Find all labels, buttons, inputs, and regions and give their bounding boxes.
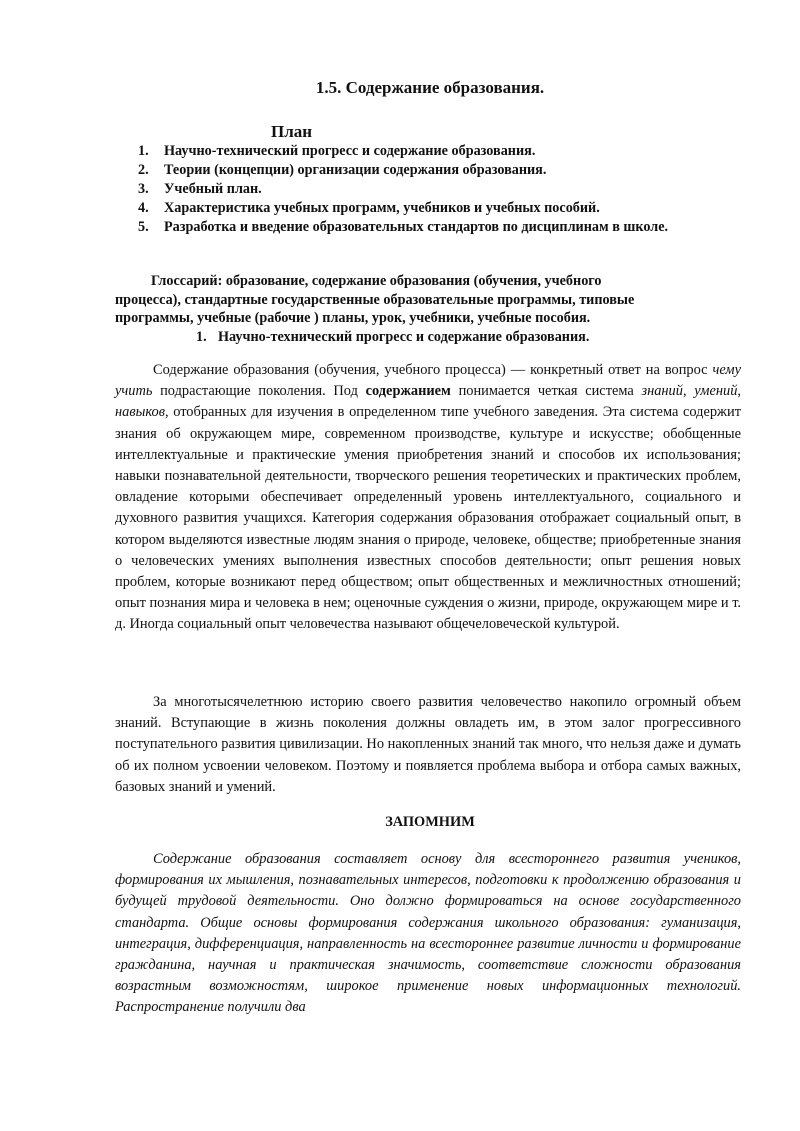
remember-paragraph: Содержание образования составляет основу для всестороннего развития учеников, формирования их мышления, познавательных интересов, подготовки к продолжению образования и будущей трудовой деятельности. Оно должно формироваться на основе государственного стандарта. Общие основы формирования содержания школьного образования: гуманизация, интеграция, дифференциация, направленность на всестороннее развитие личности и формирование гражданина, научная и практическая значимость, соответствие сложности образования возрастным возможностям, широкое применение новых информационных технологий. Распространение получили два xyxy=(115,851,741,1016)
page-title: 1.5. Содержание образования. xyxy=(315,78,545,97)
plan-item xyxy=(138,199,778,218)
plan-item-text: Характеристика учебных программ, учебников и учебных пособий. xyxy=(164,200,600,216)
italic-run: умений xyxy=(694,383,738,400)
plan-item xyxy=(138,218,778,237)
plan-list xyxy=(138,142,778,237)
plan-item-number: 2. xyxy=(138,162,149,178)
plan-item xyxy=(138,161,778,180)
glossary-line: программы, учебные (рабочие ) планы, урок, учебники, учебные пособия. xyxy=(115,310,591,326)
glossary-line: Глоссарий: образование, содержание образования (обучения, учебного xyxy=(151,273,602,289)
plan-item-number: 1. xyxy=(138,143,149,159)
plan-item-text: Теории (концепции) организации содержания образования. xyxy=(164,162,547,178)
remember-heading: ЗАПОМНИМ xyxy=(385,814,475,830)
plan-item xyxy=(138,142,778,161)
section-number: 1. xyxy=(196,329,207,345)
plan-item-text: Разработка и введение образовательных стандартов по дисциплинам в школе. xyxy=(164,219,669,235)
bold-term: содержанием xyxy=(365,383,451,400)
italic-run: навыков xyxy=(115,404,165,421)
glossary-line: процесса), стандартные государственные образовательные программы, типовые xyxy=(115,291,635,308)
italic-run: знаний xyxy=(641,383,683,400)
plan-item xyxy=(138,180,778,199)
text-run: , xyxy=(737,383,742,400)
plan-item-text: Учебный план. xyxy=(164,181,262,197)
section-heading xyxy=(196,328,589,347)
text-run: , отобранных для изучения в определенном типе учебного заведения. Эта система содержит знания об окружающем мире, современном производстве, культуре и искусстве; обобщенные интеллектуальные и практические умения приобретения знаний и способов их использования; навыки познавательной деятельности, творческого решения теоретических и практических проблем, овладение которыми обеспечивает определенный уровень интеллектуального, социального и духовного развития учащихся. Категория содержания образования отображает социальный опыт, в котором выделяются известные людям знания о природе, человеке, обществе; приобретенные знания о человеческих умениях выполнения известных способов деятельности; опыт решения новых проблем, которые возникают перед обществом; опыт общественных и межличностных отношений; опыт познания мира и человека в нем; оценочные суждения о жизни, природе, окружающем мире и т. д. Иногда социальный опыт человечества называют общечеловеческой культурой. xyxy=(115,404,741,633)
plan-item-text: Научно-технический прогресс и содержание образования. xyxy=(164,143,536,159)
plan-heading: План xyxy=(271,122,313,141)
plan-item-number: 5. xyxy=(138,219,149,235)
text-run: понимается четкая система xyxy=(450,383,642,400)
text-run: Содержание образования (обучения, учебного процесса) — конкретный ответ на вопрос xyxy=(153,362,713,378)
plan-item-number: 4. xyxy=(138,200,149,216)
text-run: , xyxy=(682,383,695,400)
body-paragraph: За многотысячелетнюю историю своего развития человечество накопило огромный объем знаний. Вступающие в жизнь поколения должны овладеть им, в этом залог прогрессивного поступательного развития цивилизации. Но накопленных знаний так много, что нельзя даже и думать об их полном усвоении человеком. Поэтому и появляется проблема выбора и отбора самых важных, базовых знаний и умений. xyxy=(115,694,741,795)
italic-run: чему учить xyxy=(115,362,741,400)
text-run: подрастающие поколения. Под xyxy=(152,383,366,400)
glossary xyxy=(115,272,715,328)
section-title: Научно-технический прогресс и содержание образования. xyxy=(218,329,590,345)
plan-item-number: 3. xyxy=(138,181,149,197)
body-paragraph xyxy=(115,360,741,636)
